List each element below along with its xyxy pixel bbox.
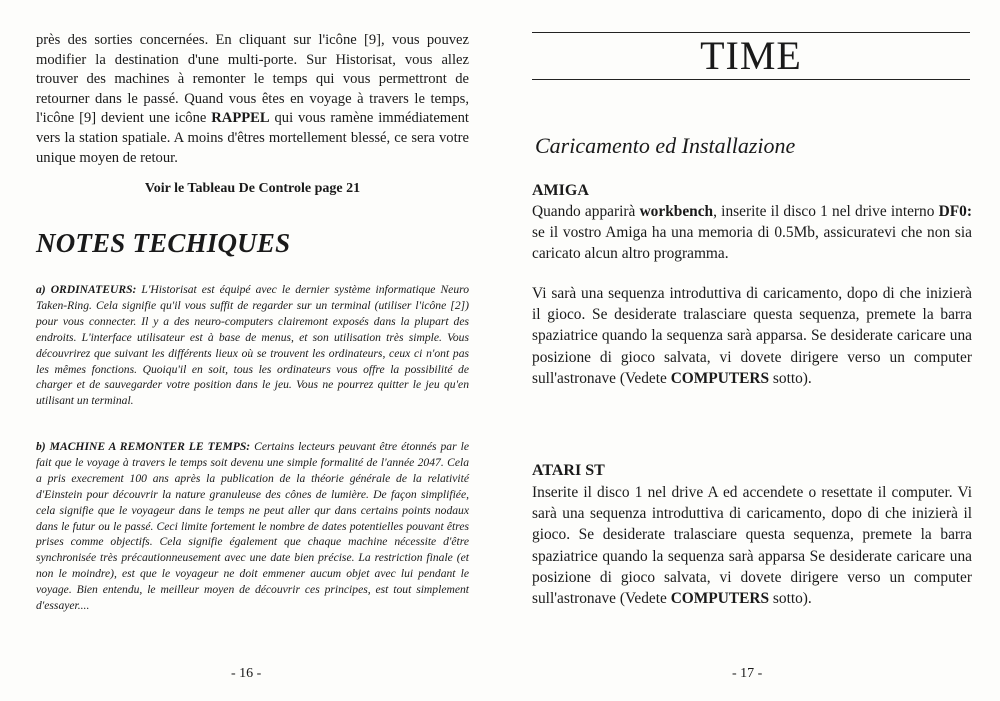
amiga-p1-b: , inserite il disco 1 nel drive interno (713, 203, 939, 220)
atari-p-a: Inserite il disco 1 nel drive A ed accendete o resettate il computer. Vi sarà una sequenza introduttiva di caricamento, dopo di che inizierà il gioco. Se desiderate tralasciare questa sequenza, premete la barra spaziatrice quando la sequenza sarà apparsa Se desiderate caricare una posizione di gioco salvata, vi dovete dirigere verso un computer sull'astronave (Vedete (532, 484, 972, 608)
intro-text-b: qui vous ramène immédiatement vers la station spatiale. A moins d'êtres mortellement blessé, ce sera votre unique moyen de retour. (36, 110, 469, 166)
amiga-heading: AMIGA (532, 182, 589, 199)
rappel-keyword: RAPPEL (211, 110, 270, 127)
right-page (500, 0, 1000, 701)
machine-text: Certains lecteurs peuvant être étonnés par le fait que le voyage à travers le temps soit devenu une simple formalité de l'année 2047. Cela a pris execrement 100 ans après la publication de la théorie générale de la relativité d'Einstein pour découvrir la nature granuleuse des cônes de lumière. De façon simplifiée, cela signifie que le voyageur dans le temps ne peut aller qur dans certains points nodaux dans le futur ou le passé. Ceci limite fortement le nombre de dates potentielles pouvant êtres prises comme objectifs. Cela signifie également que chaque machine nécessite d'être synchronisée très précautionneusement avec une date bien précise. La restriction finale (et non le moindre), est que le voyageur ne doit emmener aucum objet avec lui pendant le voyage. Bien entendu, le meilleur moyen de découvrir ces principes, est tout simplement d'essayer.... (36, 440, 469, 613)
computers-keyword-atari: COMPUTERS (670, 590, 770, 608)
ordinateurs-lead: a) ORDINATEURS: (36, 283, 137, 296)
intro-text-a: près des sorties concernées. En cliquant sur l'icône [9], vous pouvez modifier la destination d'une multi-porte. Sur Historisat, vous allez trouver des machines à remonter le temps qui vous permettront de retourner dans le passé. Quand vous êtes en voyage à travers le temps, l'icône [9] devient une icône (36, 32, 469, 127)
amiga-p1-a: Quando apparirà (532, 203, 640, 220)
page-title: TIME (700, 33, 802, 78)
workbench-keyword: workbench (639, 203, 714, 220)
amiga-p2-b: sotto). (769, 369, 812, 387)
amiga-paragraph-1 (532, 201, 972, 265)
df0-keyword: DF0: (938, 203, 972, 220)
page-number-16: - 16 - (231, 666, 262, 681)
machine-paragraph (36, 439, 469, 614)
ordinateurs-text: L'Historisat est équipé avec le dernier système informatique Neuro Taken-Ring. Cela signifie qu'il vous suffit de regarder sur un terminal (utiliser l'icône [2]) pour vous connecter. Il y a des neuro-computers clairemont exposés dans la plupart des endroits. L'interface utilisateur est à base de menus, et son utilisation très simple. Vous découvrirez que suivant les différents lieux où se trouvent les ordinateurs, ceux ci n'ont pas les mêmes fonctions. Quoiqu'il en soit, tous les ordinateurs vous offre la possibilité de charger et de sauvegarder votre position dans le jeu. Vous ne pourrez quitter le jeu qu'en utilisant un terminal. (36, 283, 469, 408)
amiga-paragraph-2 (532, 283, 972, 389)
amiga-p2-a: Vi sarà una sequenza introduttiva di caricamento, dopo di che inizierà il gioco. Se desiderate tralasciare questa sequenza, premete la barra spaziatrice quando la sequenza sarà apparsa. Se desiderate caricare una posizione di gioco salvata, vi dovete dirigere verso un computer sull'astronave (Vedete (532, 285, 972, 387)
ordinateurs-paragraph (36, 282, 469, 409)
intro-paragraph (36, 31, 469, 168)
atari-p-b: sotto). (769, 590, 812, 608)
title-rule-bottom (532, 79, 970, 80)
section-title: Caricamento ed Installazione (535, 133, 796, 158)
atari-paragraph (532, 482, 972, 609)
notes-title: NOTES TECHIQUES (36, 228, 291, 258)
voir-line: Voir le Tableau De Controle page 21 (144, 181, 361, 196)
machine-lead: b) MACHINE A REMONTER LE TEMPS: (36, 440, 251, 453)
atari-heading: ATARI ST (532, 462, 605, 479)
computers-keyword: COMPUTERS (670, 369, 770, 387)
page-number-17: - 17 - (732, 666, 763, 681)
amiga-p1-c: se il vostro Amiga ha una memoria di 0.5Mb, assicuratevi che non sia caricato alcun altro programma. (532, 224, 972, 263)
